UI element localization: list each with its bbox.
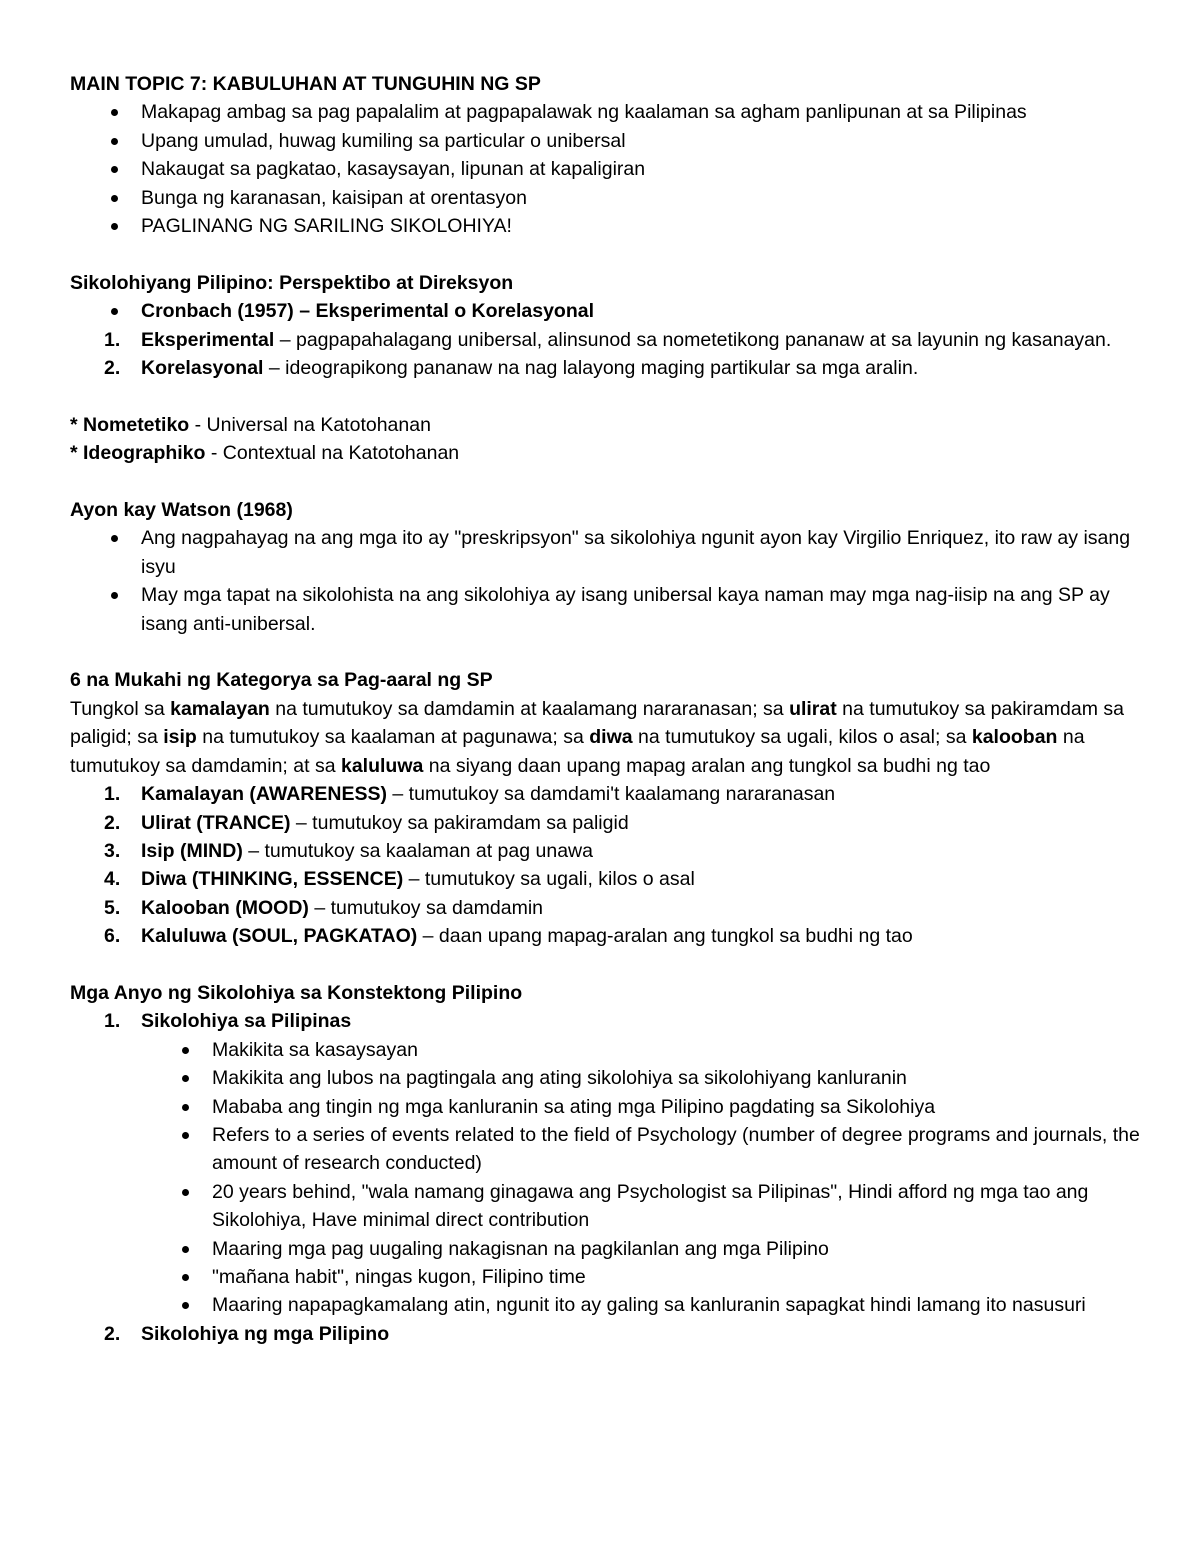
- list-item: Makikita sa kasaysayan: [70, 1036, 1140, 1064]
- term: Sikolohiya sa Pilipinas: [141, 1010, 352, 1033]
- list-number: 1.: [104, 783, 121, 806]
- list-item: Upang umulad, huwag kumiling sa particular o unibersal: [70, 127, 1140, 155]
- anyo-title: Mga Anyo ng Sikolohiya sa Konstektong Pilipino: [70, 981, 523, 1004]
- list-number: 1.: [104, 328, 121, 351]
- kategorya-numbered-list: [70, 780, 1140, 950]
- intro-text: na tumutukoy sa kaalaman at pagunawa; sa: [196, 726, 590, 749]
- list-item: [70, 1007, 1140, 1035]
- definition: – pagpapahalagang unibersal, alinsunod sa nometetikong pananaw at sa layunin ng kasanayan.: [274, 328, 1112, 351]
- definition: – tumutukoy sa kaalaman at pag unawa: [242, 839, 593, 862]
- list-item: PAGLINANG NG SARILING SIKOLOHIYA!: [70, 212, 1140, 240]
- term: Sikolohiya ng mga Pilipino: [141, 1322, 390, 1345]
- watson-title: Ayon kay Watson (1968): [70, 499, 293, 522]
- list-item: [70, 780, 1140, 808]
- list-item: [70, 354, 1140, 382]
- list-number: 4.: [104, 868, 121, 891]
- term: Ulirat (TRANCE): [141, 811, 291, 834]
- main-topic-title: MAIN TOPIC 7: KABULUHAN AT TUNGUHIN NG SP: [70, 73, 541, 95]
- definition: – tumutukoy sa damdamin: [308, 896, 544, 919]
- perspektibo-bullet-list: [70, 297, 1140, 325]
- list-item: [70, 894, 1140, 922]
- intro-text: na tumutukoy sa ugali, kilos o asal; sa: [632, 726, 972, 749]
- list-item: Refers to a series of events related to the field of Psychology (number of degree programs and journals, the amount of research conducted): [70, 1121, 1140, 1178]
- list-item: Cronbach (1957) – Eksperimental o Korelasyonal: [70, 297, 1140, 325]
- list-item: Nakaugat sa pagkatao, kasaysayan, lipunan at kapaligiran: [70, 155, 1140, 183]
- list-item: 20 years behind, "wala namang ginagawa ang Psychologist sa Pilipinas", Hindi afford ng mga tao ang Sikolohiya, Have minimal direct contribution: [70, 1178, 1140, 1235]
- term: Isip (MIND): [141, 839, 243, 862]
- perspektibo-title: Sikolohiyang Pilipino: Perspektibo at Direksyon: [70, 271, 514, 294]
- definition: – tumutukoy sa ugali, kilos o asal: [403, 868, 695, 891]
- perspektibo-numbered-list: [70, 326, 1140, 383]
- anyo-numbered-list: [70, 1007, 1140, 1035]
- kategorya-intro: [70, 695, 1140, 780]
- list-number: 2.: [104, 811, 121, 834]
- term: Korelasyonal: [141, 357, 264, 380]
- list-item: [70, 837, 1140, 865]
- kategorya-title: 6 na Mukahi ng Kategorya sa Pag-aaral ng SP: [70, 669, 493, 692]
- list-number: 3.: [104, 839, 121, 862]
- list-item: [70, 922, 1140, 950]
- term: Eksperimental: [141, 328, 275, 351]
- list-number: 2.: [104, 1322, 121, 1345]
- list-item: [70, 865, 1140, 893]
- term: Ideographiko: [83, 442, 206, 465]
- term: Nometetiko: [83, 413, 190, 436]
- intro-term: kamalayan: [170, 697, 270, 720]
- note-line: [70, 439, 1140, 467]
- list-number: 6.: [104, 925, 121, 948]
- note-line: [70, 411, 1140, 439]
- term: Kaluluwa (SOUL, PAGKATAO): [141, 925, 418, 948]
- document-page: [70, 70, 1140, 1348]
- intro-term: diwa: [589, 726, 633, 749]
- definition: – ideograpikong pananaw na nag lalayong maging partikular sa mga aralin.: [263, 357, 919, 380]
- term: Kalooban (MOOD): [141, 896, 309, 919]
- list-item: [70, 1320, 1140, 1348]
- list-number: 2.: [104, 357, 121, 380]
- list-item: [70, 809, 1140, 837]
- list-item: Mababa ang tingin ng mga kanluranin sa ating mga Pilipino pagdating sa Sikolohiya: [70, 1093, 1140, 1121]
- intro-term: isip: [163, 726, 197, 749]
- list-item: Maaring mga pag uugaling nakagisnan na pagkilanlan ang mga Pilipino: [70, 1235, 1140, 1263]
- definition: – daan upang mapag-aralan ang tungkol sa budhi ng tao: [417, 925, 913, 948]
- intro-text: na siyang daan upang mapag aralan ang tungkol sa budhi ng tao: [423, 754, 991, 777]
- term: Kamalayan (AWARENESS): [141, 783, 387, 806]
- note-star: *: [70, 442, 84, 465]
- note-star: *: [70, 413, 84, 436]
- list-item: Maaring napapagkamalang atin, ngunit ito ay galing sa kanluranin sapagkat hindi lamang ito nasusuri: [70, 1291, 1140, 1319]
- list-item: May mga tapat na sikolohista na ang sikolohiya ay isang unibersal kaya naman may mga nag-iisip na ang SP ay isang anti-unibersal.: [70, 581, 1140, 638]
- list-item: Makikita ang lubos na pagtingala ang ating sikolohiya sa sikolohiyang kanluranin: [70, 1064, 1140, 1092]
- list-item: "mañana habit", ningas kugon, Filipino time: [70, 1263, 1140, 1291]
- list-number: 5.: [104, 896, 121, 919]
- definition: – tumutukoy sa damdami't kaalamang nararanasan: [387, 783, 836, 806]
- intro-text: na tumutukoy sa pakiramdam sa paligid; sa: [70, 697, 1124, 749]
- list-item: Makapag ambag sa pag papalalim at pagpapalawak ng kaalaman sa agham panlipunan at sa Pilipinas: [70, 98, 1140, 126]
- intro-term: kalooban: [971, 726, 1058, 749]
- list-item: Ang nagpahayag na ang mga ito ay "preskripsyon" sa sikolohiya ngunit ayon kay Virgilio Enriquez, ito raw ay isang isyu: [70, 524, 1140, 581]
- definition: - Contextual na Katotohanan: [205, 442, 460, 465]
- intro-text: Tungkol sa: [70, 697, 171, 720]
- anyo-sub-list: [70, 1036, 1140, 1320]
- list-item: Bunga ng karanasan, kaisipan at orentasyon: [70, 184, 1140, 212]
- watson-list: [70, 524, 1140, 638]
- intro-text: na tumutukoy sa damdamin; at sa: [70, 726, 1085, 777]
- definition: - Universal na Katotohanan: [189, 413, 431, 436]
- definition: – tumutukoy sa pakiramdam sa paligid: [290, 811, 629, 834]
- list-item: [70, 326, 1140, 354]
- term: Diwa (THINKING, ESSENCE): [141, 868, 404, 891]
- main-topic-list: [70, 98, 1140, 240]
- intro-term: kaluluwa: [340, 754, 424, 777]
- intro-term: ulirat: [789, 697, 837, 720]
- intro-text: na tumutukoy sa damdamin at kaalamang nararanasan; sa: [269, 697, 790, 720]
- list-number: 1.: [104, 1010, 121, 1033]
- anyo-numbered-list-2: [70, 1320, 1140, 1348]
